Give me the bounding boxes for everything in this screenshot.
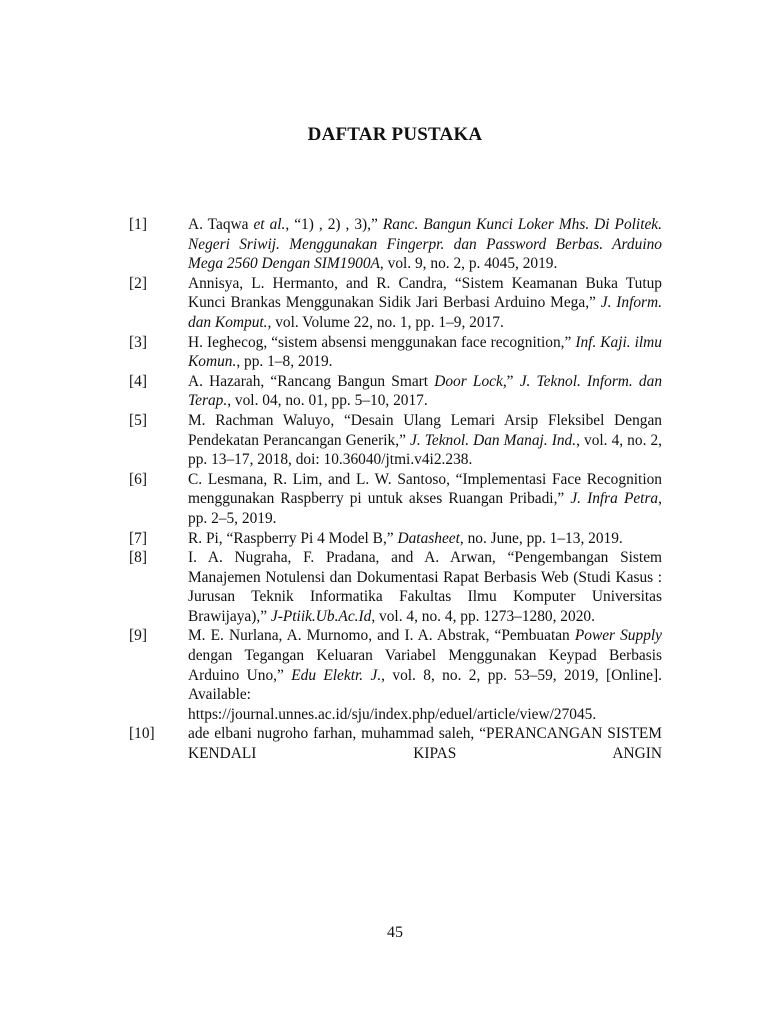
reference-number: [10] xyxy=(129,725,155,743)
reference-text-segment: dengan Tegangan Keluaran Variabel Menggunakan Keypad Berbasis Arduino Uno,” xyxy=(188,647,662,684)
reference-text-segment: , vol. 8, no. 2, pp. 53–59, 2019, [Online]. Available: https://journal.unnes.ac.id/sju/index.php/eduel/article/view/27045. xyxy=(188,666,662,723)
reference-text-segment: , no. June, pp. 1–13, 2019. xyxy=(459,529,623,547)
reference-item xyxy=(129,333,662,372)
reference-text-segment: C. Lesmana, R. Lim, and L. W. Santoso, “Implementasi Face Recognition menggunakan Raspberry pi untuk akses Ruangan Pribadi,” xyxy=(188,470,662,508)
reference-number: [5] xyxy=(129,411,147,429)
reference-number: [4] xyxy=(129,372,147,390)
reference-text-segment: , vol. Volume 22, no. 1, pp. 1–9, 2017. xyxy=(267,313,504,331)
reference-item xyxy=(129,411,662,470)
reference-text-segment: , vol. 04, no. 01, pp. 5–10, 2017. xyxy=(227,392,428,410)
reference-text xyxy=(188,470,662,529)
reference-text-segment: ,” xyxy=(502,372,520,390)
reference-text-segment: Annisya, L. Hermanto, and R. Candra, “Sistem Keamanan Buka Tutup Kunci Brankas Menggunakan Sidik Jari Berbasi Arduino Mega,” xyxy=(188,274,662,312)
reference-item xyxy=(129,626,662,724)
reference-text-italic: J-Ptiik.Ub.Ac.Id xyxy=(270,607,372,625)
reference-list xyxy=(129,215,662,764)
reference-text-segment: , vol. 4, no. 4, pp. 1273–1280, 2020. xyxy=(371,607,595,625)
reference-text xyxy=(188,529,662,549)
reference-text-italic: Door Lock xyxy=(434,372,503,390)
reference-text xyxy=(188,548,662,626)
page-number: 45 xyxy=(387,924,403,941)
reference-text xyxy=(188,724,662,763)
reference-text xyxy=(188,215,662,274)
reference-number: [9] xyxy=(129,627,147,645)
reference-text-italic: J. Teknol. Inform. dan Terap. xyxy=(188,372,663,410)
reference-text-italic: Datasheet xyxy=(397,529,460,547)
reference-text-italic: J. Teknol. Dan Manaj. Ind. xyxy=(409,431,577,449)
reference-number: [6] xyxy=(129,470,147,488)
reference-text-italic: Edu Elektr. J. xyxy=(291,666,382,684)
reference-text-italic: Power Supply xyxy=(574,627,663,645)
reference-text-segment: , vol. 4, no. 2, pp. 13–17, 2018, doi: 10.36040/jtmi.v4i2.238. xyxy=(188,431,663,469)
reference-text-segment: , pp. 2–5, 2019. xyxy=(188,490,662,527)
reference-text xyxy=(188,372,662,411)
reference-text-segment: M. E. Nurlana, A. Murnomo, and I. A. Abstrak, “Pembuatan xyxy=(188,627,575,645)
reference-item xyxy=(129,529,662,549)
reference-item xyxy=(129,372,662,411)
reference-text xyxy=(188,411,662,470)
reference-number: [8] xyxy=(129,549,147,567)
reference-number: [2] xyxy=(129,274,147,292)
reference-text-segment: , “1) , 2) , 3),” xyxy=(285,216,383,233)
reference-text-segment: , vol. 9, no. 2, p. 4045, 2019. xyxy=(379,255,558,273)
reference-text-italic: Inf. Kaji. ilmu Komun. xyxy=(188,333,662,371)
page-title: DAFTAR PUSTAKA xyxy=(307,124,483,145)
reference-item xyxy=(129,274,662,333)
reference-number: [3] xyxy=(129,333,147,351)
reference-text-segment: M. Rachman Waluyo, “Desain Ulang Lemari Arsip Fleksibel Dengan Pendekatan Perancangan Generik,” xyxy=(188,411,662,449)
reference-item xyxy=(129,470,662,529)
reference-text xyxy=(188,333,662,372)
reference-text xyxy=(188,626,662,724)
reference-item xyxy=(129,215,662,274)
reference-text-segment: I. A. Nugraha, F. Pradana, and A. Arwan, “Pengembangan Sistem Manajemen Notulensi dan Dokumentasi Rapat Berbasis Web (Studi Kasus : Jurusan Teknik Informatika Fakultas Ilmu Komputer Universitas Brawijaya),” xyxy=(188,549,662,625)
reference-text-segment: ade elbani nugroho farhan, muhammad saleh, “PERANCANGAN SISTEM KENDALI KIPAS ANGIN xyxy=(188,725,662,763)
reference-text-italic: J. Infra Petra xyxy=(570,490,659,508)
reference-text-italic: et al. xyxy=(253,216,286,233)
reference-text-italic: J. Inform. dan Komput. xyxy=(188,294,662,331)
reference-text-segment: , pp. 1–8, 2019. xyxy=(236,353,333,371)
reference-text-segment: H. Ieghecog, “sistem absensi menggunakan face recognition,” xyxy=(188,333,576,351)
reference-text-segment: R. Pi, “Raspberry Pi 4 Model B,” xyxy=(188,529,398,547)
reference-number: [7] xyxy=(129,529,147,547)
reference-text-italic: Ranc. Bangun Kunci Loker Mhs. Di Politek. Negeri Sriwij. Menggunakan Fingerpr. dan Password Berbas. Arduino Mega 2560 Dengan SIM1900A xyxy=(188,216,662,273)
reference-text-segment: A. Taqwa xyxy=(188,216,254,233)
reference-number: [1] xyxy=(129,216,147,233)
reference-item xyxy=(129,724,662,763)
reference-item xyxy=(129,548,662,626)
reference-text xyxy=(188,274,662,333)
reference-text-segment: A. Hazarah, “Rancang Bangun Smart xyxy=(188,372,435,390)
